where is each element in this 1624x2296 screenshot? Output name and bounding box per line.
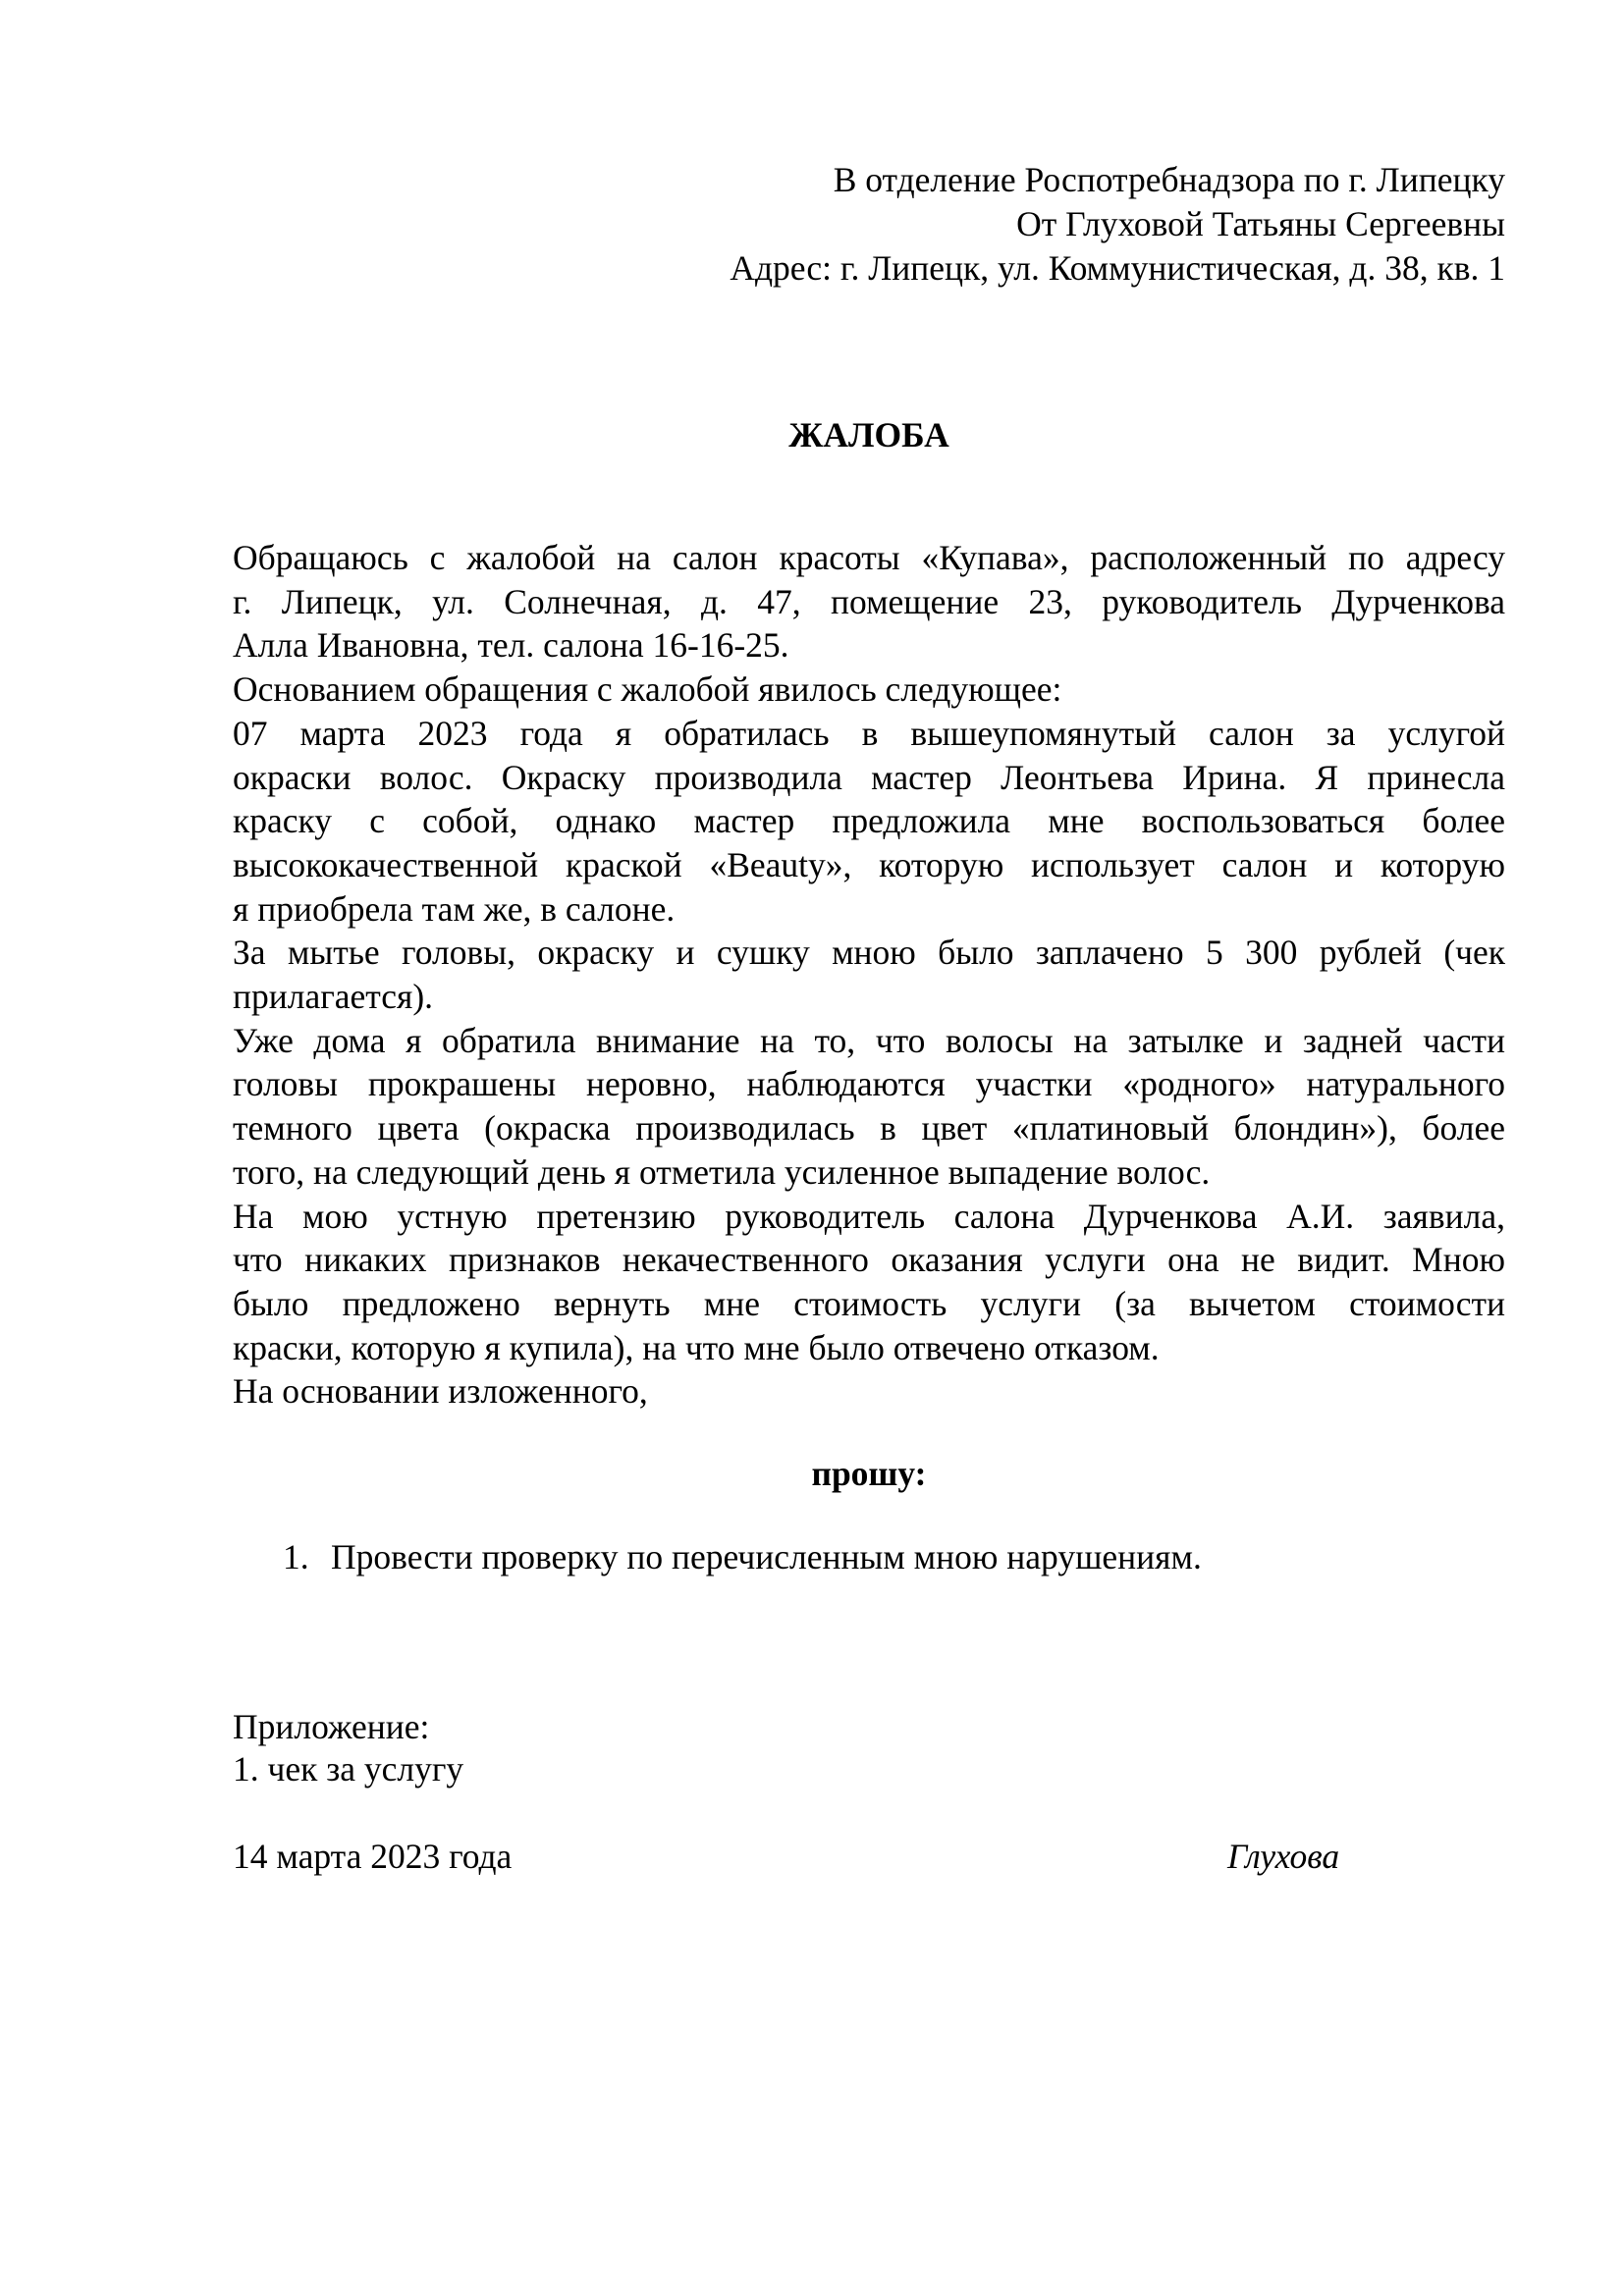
body-line: темного цвета (окраска производилась в цвет «платиновый блондин»), более — [233, 1108, 1505, 1148]
addressee-block — [523, 158, 1505, 291]
sender-address-line: Адрес: г. Липецк, ул. Коммунистическая, д. 38, кв. 1 — [730, 248, 1505, 288]
attachment-item: 1. чек за услугу — [233, 1749, 464, 1789]
list-item-text: Провести проверку по перечисленным мною нарушениям. — [331, 1537, 1202, 1576]
body-line: окраски волос. Окраску производила мастер Леонтьева Ирина. Я принесла — [233, 757, 1505, 797]
body-line: На мою устную претензию руководитель салона Дурченкова А.И. заявила, — [233, 1196, 1505, 1236]
list-item-number: 1. — [283, 1537, 309, 1576]
complaint-body — [233, 536, 1505, 1414]
body-line: того, на следующий день я отметила усиленное выпадение волос. — [233, 1151, 1211, 1192]
body-line: Уже дома я обратила внимание на то, что волосы на затылке и задней части — [233, 1020, 1505, 1060]
body-line: Основанием обращения с жалобой явилось следующее: — [233, 669, 1062, 710]
body-line: Обращаюсь с жалобой на салон красоты «Купава», расположенный по адресу — [233, 538, 1505, 577]
body-line: Алла Ивановна, тел. салона 16-16-25. — [233, 625, 789, 666]
body-line: что никаких признаков некачественного оказания услуги она не видит. Мною — [233, 1240, 1505, 1280]
body-line: 07 марта 2023 года я обратилась в вышеупомянутый салон за услугой — [233, 713, 1505, 753]
attachments-block — [233, 1706, 463, 1790]
request-list-item — [283, 1535, 1202, 1579]
body-line: краску с собой, однако мастер предложила мне воспользоваться более — [233, 801, 1505, 841]
body-line: головы прокрашены неровно, наблюдаются участки «родного» натурального — [233, 1064, 1505, 1104]
body-line: было предложено вернуть мне стоимость услуги (за вычетом стоимости — [233, 1283, 1505, 1323]
document-title: ЖАЛОБА — [788, 415, 949, 454]
body-line: высококачественной краской «Beauty», которую использует салон и которую — [233, 844, 1505, 884]
document-date: 14 марта 2023 года — [233, 1837, 513, 1876]
body-line: прилагается). — [233, 977, 434, 1017]
sender-line: От Глуховой Татьяны Сергеевны — [1016, 204, 1505, 243]
attachments-label: Приложение: — [233, 1707, 430, 1746]
request-heading: прошу: — [811, 1454, 927, 1493]
body-line: я приобрела там же, в салоне. — [233, 888, 676, 929]
body-line: г. Липецк, ул. Солнечная, д. 47, помещение 23, руководитель Дурченкова — [233, 581, 1505, 621]
body-line: На основании изложенного, — [233, 1371, 648, 1412]
body-line: За мытье головы, окраску и сушку мною было заплачено 5 300 рублей (чек — [233, 933, 1505, 973]
signature: Глухова — [1227, 1837, 1340, 1876]
addressee-line: В отделение Роспотребнадзора по г. Липецку — [833, 160, 1505, 199]
body-line: краски, которую я купила), на что мне было отвечено отказом. — [233, 1327, 1160, 1367]
